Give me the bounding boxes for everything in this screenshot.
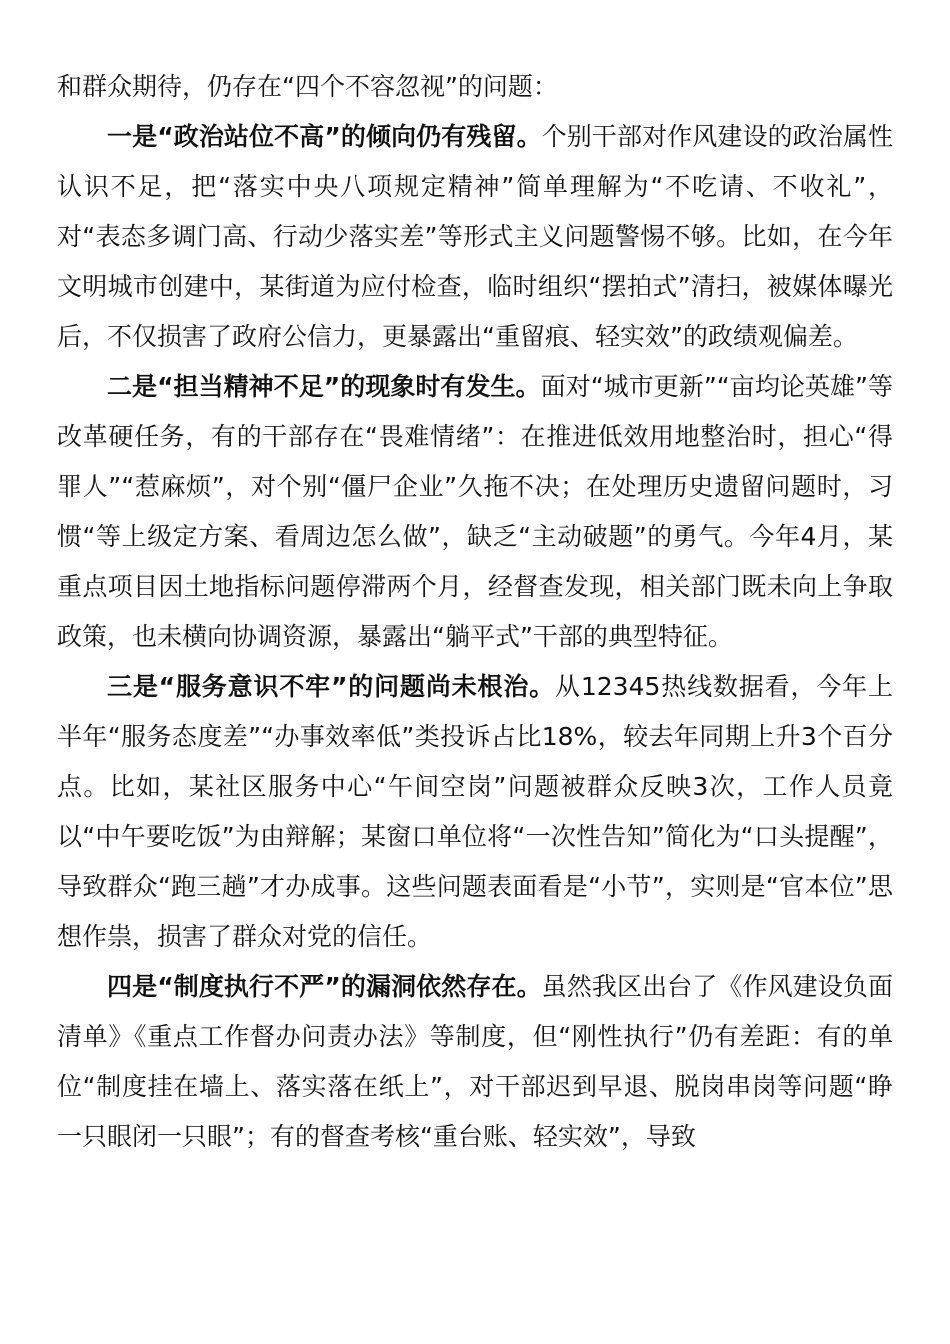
paragraph-intro: [57, 62, 893, 112]
paragraph-point-3: [57, 662, 893, 962]
document-page: [57, 62, 893, 1162]
paragraph-point-2-text: 面对“城市更新”“亩均论英雄”等改革硬任务，有的干部存在“畏难情绪”：在推进低效用地整治时，担心“得罪人”“惹麻烦”，对个别“僵尸企业”久拖不决；在处理历史遗留问题时，习惯“等上级定方案、看周边怎么做”，缺乏“主动破题”的勇气。今年4月，某重点项目因土地指标问题停滞两个月，经督查发现，相关部门既未向上争取政策，也未横向协调资源，暴露出“躺平式”干部的典型特征。: [57, 372, 893, 651]
paragraph-point-2: [57, 362, 893, 662]
paragraph-point-4-lead: 四是“制度执行不严”的漏洞依然存在。: [107, 972, 542, 1001]
paragraph-point-1-lead: 一是“政治站位不高”的倾向仍有残留。: [107, 122, 542, 151]
paragraph-intro-text: 和群众期待，仍存在“四个不容忽视”的问题：: [57, 72, 558, 101]
paragraph-point-4-text: 虽然我区出台了《作风建设负面清单》《重点工作督办问责办法》等制度，但“刚性执行”仍有差距：有的单位“制度挂在墙上、落实落在纸上”，对干部迟到早退、脱岗串岗等问题“睁一只眼闭一只眼”；有的督查考核“重台账、轻实效”，导致: [57, 972, 893, 1151]
paragraph-point-4: [57, 962, 893, 1162]
paragraph-point-3-text: 从12345热线数据看，今年上半年“服务态度差”“办事效率低”类投诉占比18%，较去年同期上升3个百分点。比如，某社区服务中心“午间空岗”问题被群众反映3次，工作人员竟以“中午要吃饭”为由辩解；某窗口单位将“一次性告知”简化为“口头提醒”，导致群众“跑三趟”才办成事。这些问题表面看是“小节”，实则是“官本位”思想作祟，损害了群众对党的信任。: [57, 672, 893, 951]
paragraph-point-2-lead: 二是“担当精神不足”的现象时有发生。: [107, 372, 541, 401]
paragraph-point-1: [57, 112, 893, 362]
paragraph-point-1-text: 个别干部对作风建设的政治属性认识不足，把“落实中央八项规定精神”简单理解为“不吃请、不收礼”，对“表态多调门高、行动少落实差”等形式主义问题警惕不够。比如，在今年文明城市创建中，某街道为应付检查，临时组织“摆拍式”清扫，被媒体曝光后，不仅损害了政府公信力，更暴露出“重留痕、轻实效”的政绩观偏差。: [57, 122, 894, 351]
paragraph-point-3-lead: 三是“服务意识不牢”的问题尚未根治。: [107, 672, 556, 701]
